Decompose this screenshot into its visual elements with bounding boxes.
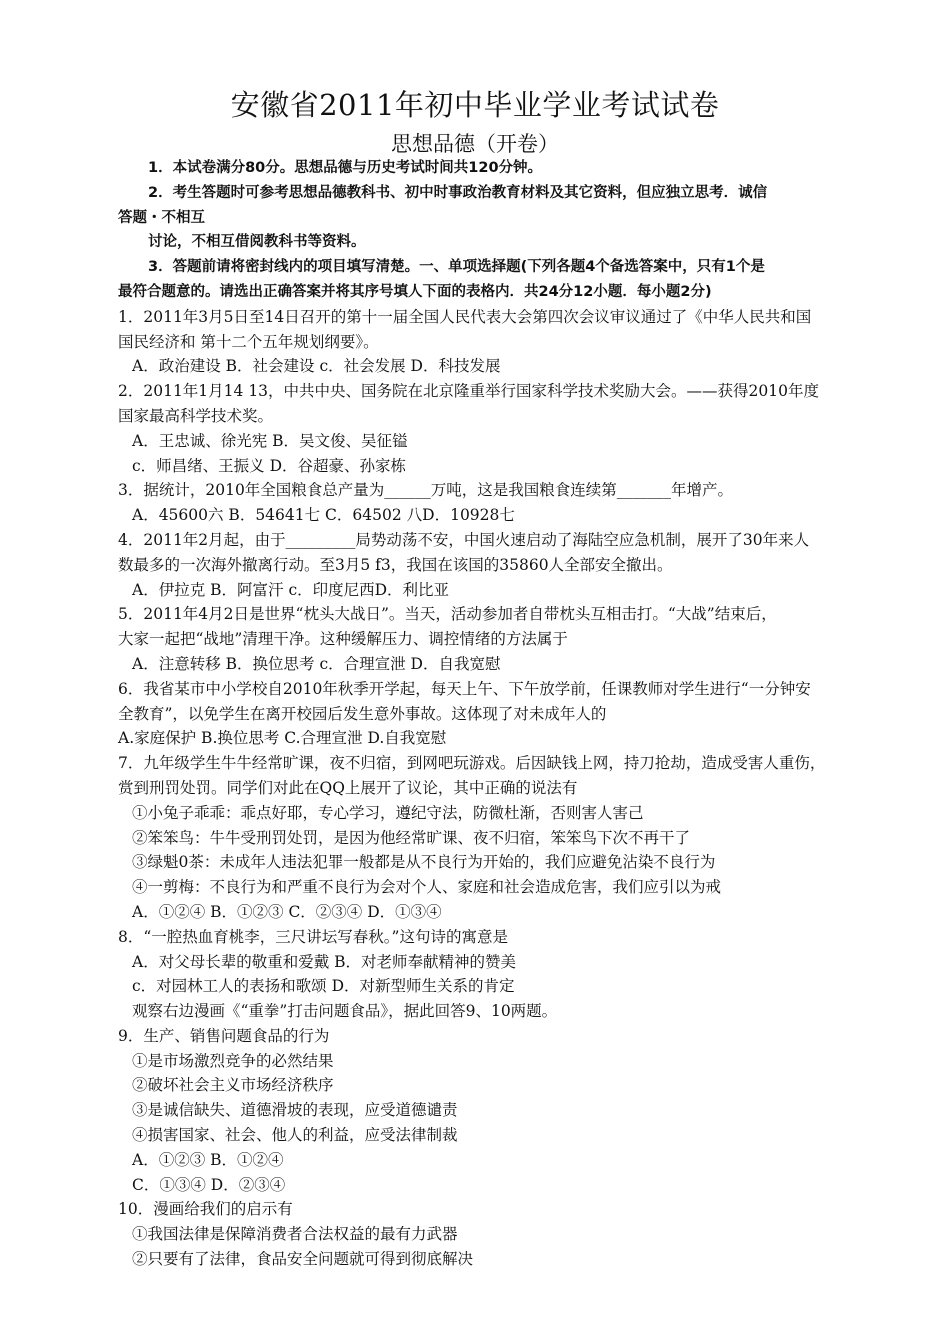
- text-line: A．注意转移 B．换位思考 c．合理宣泄 D．自我宽慰: [132, 654, 501, 673]
- text-line: c．师昌绪、王振义 D．谷超豪、孙家栋: [132, 456, 407, 475]
- text-line: 答题・不相互: [118, 209, 205, 226]
- text-line: 国民经济和 第十二个五年规划纲要》。: [118, 332, 379, 351]
- text-line: C．①③④ D．②③④: [132, 1175, 286, 1194]
- text-line: A．①②④ B．①②③ C．②③④ D．①③④: [132, 902, 442, 921]
- text-line: A．45600六 B．54641七 C．64502 八D．10928七: [132, 506, 515, 525]
- text-line: 7．九年级学生牛牛经常旷课，夜不归宿，到网吧玩游戏。后因缺钱上网，持刀抢劫，造成受害人重伤，: [118, 754, 826, 773]
- text-line: 2．2011年1月14 13，中共中央、国务院在北京隆重举行国家科学技术奖励大会。——获得2010年度: [118, 382, 819, 401]
- text-line: 最符合题意的。请选出正确答案并将其序号填人下面的表格内．共24分12小题．每小题2分): [118, 283, 712, 300]
- exam-subtitle: 思想品德（开卷）: [391, 132, 559, 156]
- text-line: A．王忠诚、徐光宪 B．吴文俊、吴征镒: [132, 431, 408, 450]
- text-line: ①我国法律是保障消费者合法权益的最有力武器: [132, 1225, 458, 1244]
- text-line: ②只要有了法律，食品安全问题就可得到彻底解决: [132, 1250, 474, 1269]
- text-line: 4．2011年2月起，由于_________局势动荡不安，中国火速启动了海陆空应急机制，展开了30年来人: [118, 530, 810, 549]
- text-line: 国家最高科学技术奖。: [118, 406, 274, 425]
- text-line: 赏到刑罚处罚。同学们对此在QQ上展开了议论，其中正确的说法有: [118, 778, 578, 797]
- text-line: 1．本试卷满分80分。思想品德与历史考试时间共120分钟。: [148, 160, 543, 176]
- text-line: 5．2011年4月2日是世界“枕头大战日”。当天，活动参加者自带枕头互相击打。“大战”结束后，: [118, 605, 777, 624]
- text-line: 全教育”，以免学生在离开校园后发生意外事故。这体现了对未成年人的: [118, 704, 607, 723]
- text-line: ③绿魁0茶：未成年人违法犯罪一般都是从不良行为开始的，我们应避免沾染不良行为: [132, 853, 716, 872]
- text-line: ①小兔子乖乖：乖点好耶，专心学习，遵纪守法，防微杜渐，否则害人害己: [132, 803, 644, 822]
- text-line: A．对父母长辈的敬重和爱戴 B．对老师奉献精神的赞美: [132, 952, 517, 971]
- text-line: 3．据统计，2010年全国粮食总产量为______万吨，这是我国粮食连续第_______年增产。: [118, 481, 734, 500]
- text-line: 观察右边漫画《“重拳”打击问题食品》，据此回答9、10两题。: [132, 1002, 558, 1021]
- exam-title: 安徽省2011年初中毕业学业考试试卷: [230, 88, 720, 122]
- text-line: ④一剪梅：不良行为和严重不良行为会对个人、家庭和社会造成危害，我们应引以为戒: [132, 878, 722, 897]
- text-line: ②破坏社会主义市场经济秩序: [132, 1076, 334, 1095]
- text-line: A.家庭保护 B.换位思考 C.合理宣泄 D.自我宽慰: [118, 729, 447, 748]
- text-line: 10．漫画给我们的启示有: [118, 1200, 293, 1219]
- text-line: 1．2011年3月5日至14日召开的第十一届全国人民代表大会第四次会议审议通过了《中华人民共和国: [118, 307, 812, 326]
- text-line: 大家一起把“战地”清理干净。这种缓解压力、调控情绪的方法属于: [118, 630, 568, 649]
- text-line: ③是诚信缺失、道德滑坡的表现，应受道德谴责: [132, 1101, 458, 1120]
- text-line: A．①②③ B．①②④: [132, 1150, 284, 1169]
- text-line: 8．“一腔热血育桃李，三尺讲坛写春秋。”这句诗的寓意是: [118, 927, 508, 946]
- text-line: 讨论，不相互借阅教科书等资料。: [148, 234, 366, 251]
- text-line: 9．生产、销售问题食品的行为: [118, 1026, 330, 1045]
- text-line: 3．答题前请将密封线内的项目填写清楚。一、单项选择题(下列各题4个备选答案中，只有1个是: [148, 259, 765, 276]
- text-line: A．伊拉克 B．阿富汗 c．印度尼西D．利比亚: [132, 580, 450, 599]
- text-line: 2．考生答题时可参考思想品德教科书、初中时事政治教育材料及其它资料，但应独立思考．诚信: [148, 184, 768, 201]
- text-line: ④损害国家、社会、他人的利益，应受法律制裁: [132, 1126, 458, 1145]
- text-line: ②笨笨鸟：牛牛受刑罚处罚，是因为他经常旷课、夜不归宿，笨笨鸟下次不再干了: [132, 828, 691, 847]
- exam-body: [118, 156, 878, 1272]
- text-line: c．对园林工人的表扬和歌颂 D．对新型师生关系的肯定: [132, 977, 515, 996]
- text-line: A．政治建设 B．社会建设 c．社会发展 D．科技发展: [132, 357, 501, 376]
- text-line: 数最多的一次海外撤离行动。至3月5 f3，我国在该国的35860人全部安全撤出。: [118, 555, 673, 574]
- text-line: ①是市场激烈竞争的必然结果: [132, 1051, 334, 1070]
- text-line: 6．我省某市中小学校自2010年秋季开学起，每天上午、下午放学前，任课教师对学生进行“一分钟安: [118, 679, 811, 698]
